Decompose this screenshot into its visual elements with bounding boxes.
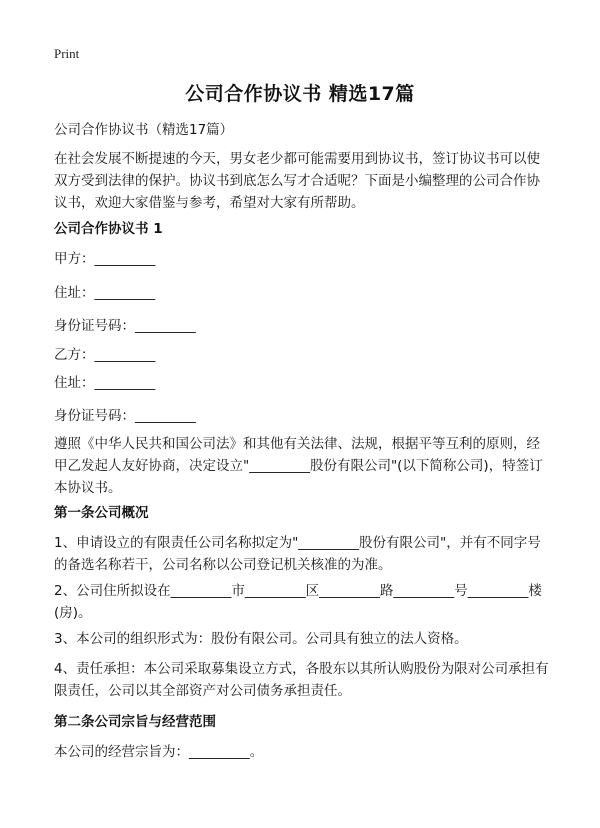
subtitle: 公司合作协议书（精选17篇） xyxy=(54,122,234,138)
document-title: 公司合作协议书 精选17篇 xyxy=(185,83,415,105)
print-label: Print xyxy=(54,46,80,61)
purpose-field: 本公司的经营宗旨为：_________。 xyxy=(54,744,264,760)
section-heading: 公司合作协议书 1 xyxy=(54,221,163,237)
article-heading: 第二条公司宗旨与经营范围 xyxy=(54,714,216,730)
id-b-field: 身份证号码：_________ xyxy=(54,408,196,424)
article-heading: 第一条公司概况 xyxy=(54,505,149,521)
clause-4: 4、责任承担：本公司采取募集设立方式，各股东以其所认购股份为限对公司承担有限责任，公司以其全部资产对公司债务承担责任。 xyxy=(54,661,549,699)
clause-1: 1、申请设立的有限责任公司名称拟定为"_________股份有限公司"，并有不同字号的备选名称若干，公司名称以公司登记机关核准的为准。 xyxy=(54,535,541,573)
address-b-field: 住址：_________ xyxy=(54,375,156,391)
preamble-paragraph: 遵照《中华人民共和国公司法》和其他有关法律、法规，根据平等互利的原则，经甲乙发起人友好协商，决定设立"_________股份有限公司"(以下简称公司)，特签订本协议书。 xyxy=(54,436,543,496)
party-a-field: 甲方：_________ xyxy=(54,251,156,267)
address-a-field: 住址：_________ xyxy=(54,285,156,301)
intro-paragraph: 在社会发展不断提速的今天，男女老少都可能需要用到协议书，签订协议书可以使双方受到法律的保护。协议书到底怎么写才合适呢？下面是小编整理的公司合作协议书，欢迎大家借鉴与参考，希望对大家有所帮助。 xyxy=(54,151,540,211)
id-a-field: 身份证号码：_________ xyxy=(54,318,196,334)
party-b-field: 乙方：_________ xyxy=(54,347,156,363)
clause-3: 3、本公司的组织形式为：股份有限公司。公司具有独立的法人资格。 xyxy=(54,631,468,647)
clause-2: 2、公司住所拟设在_________市_________区_________路_________号_________楼(房)。 xyxy=(54,583,542,621)
